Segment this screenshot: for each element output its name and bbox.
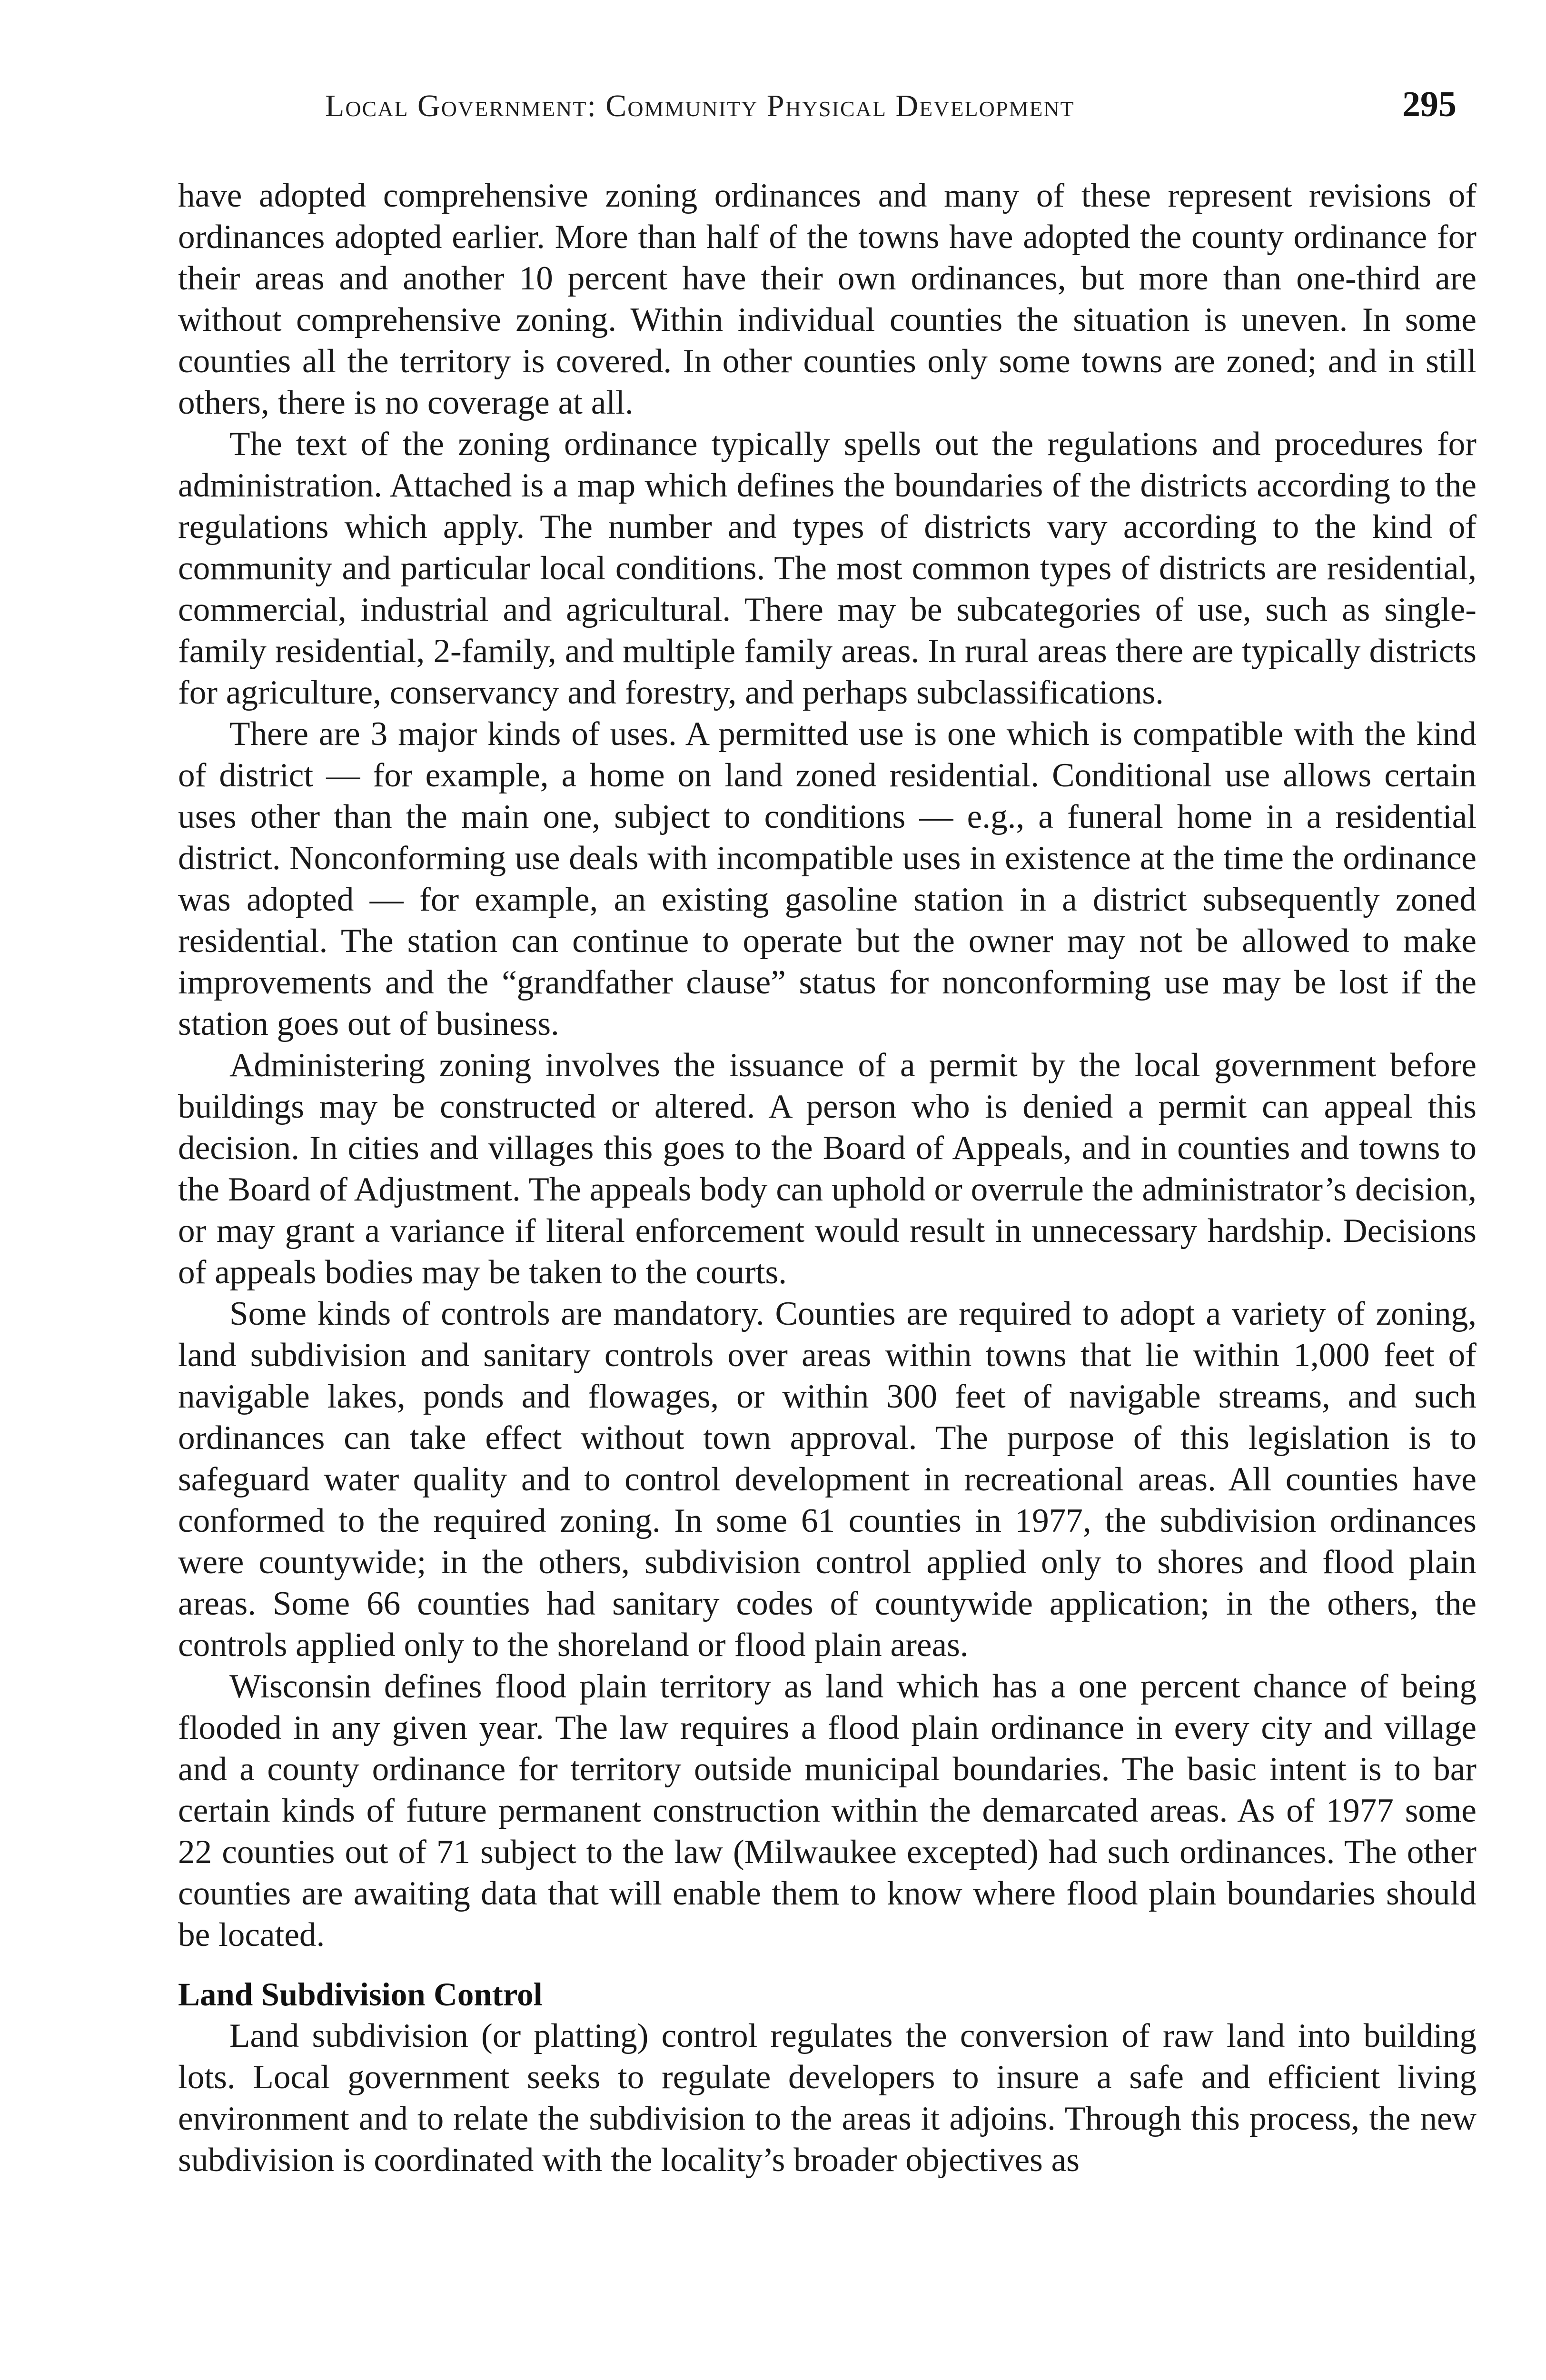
paragraph-continued: have adopted comprehensive zoning ordinances and many of these represent revisions of ordinances adopted earlier. More than half of the towns have adopted the county ordinance for their areas and another 10 percent have their own ordinances, but more than one-third are without comprehensive zoning. Within individual counties the situation is uneven. In some counties all the territory is covered. In other counties only some towns are zoned; and in still others, there is no coverage at all. bbox=[178, 177, 1477, 421]
paragraph-flood-plain: Wisconsin defines flood plain territory as land which has a one percent chance of being flooded in any given year. The law requires a flood plain ordinance in every city and village and a county ordinance for territory outside municipal boundaries. The basic intent is to bar certain kinds of future permanent construction within the demarcated areas. As of 1977 some 22 counties out of 71 subject to the law (Milwaukee excepted) had such ordinances. The other counties are awaiting data that will enable them to know where flood plain boundaries should be located. bbox=[178, 1668, 1477, 1954]
paragraph-mandatory-controls: Some kinds of controls are mandatory. Counties are required to adopt a variety of zoning, land subdivision and sanitary controls over areas within towns that lie within 1,000 feet of navigable lakes, ponds and flowages, or within 300 feet of navigable streams, and such ordinances can take effect without town approval. The purpose of this legislation is to safeguard water quality and to control development in recreational areas. All counties have conformed to the required zoning. In some 61 counties in 1977, the subdivision ordinances were countywide; in the others, subdivision control applied only to shores and flood plain areas. Some 66 counties had sanitary codes of countywide application; in the others, the controls applied only to the shoreland or flood plain areas. bbox=[178, 1295, 1477, 1664]
section-heading-land-subdivision: Land Subdivision Control bbox=[178, 1976, 543, 2013]
paragraph-zoning-ordinance-text: The text of the zoning ordinance typically spells out the regulations and procedures for administration. Attached is a map which defines the boundaries of the districts according to the regulations which apply. The number and types of districts vary according to the kind of community and particular local conditions. The most common types of districts are residential, commercial, industrial and agricultural. There may be subcategories of use, such as single-family residential, 2-family, and multiple family areas. In rural areas there are typically districts for agriculture, conservancy and forestry, and perhaps subclassifications. bbox=[178, 426, 1477, 711]
paragraph-kinds-of-uses: There are 3 major kinds of uses. A permitted use is one which is compatible with the kind of district — for example, a home on land zoned residential. Conditional use allows certain uses other than the main one, subject to conditions — e.g., a funeral home in a residential district. Nonconforming use deals with incompatible uses in existence at the time the ordinance was adopted — for example, an existing gasoline station in a district subsequently zoned residential. The station can continue to operate but the owner may not be allowed to make improvements and the “grandfather clause” status for nonconforming use may be lost if the station goes out of business. bbox=[178, 715, 1477, 1042]
page-number: 295 bbox=[1402, 84, 1457, 124]
running-head: Local Government: Community Physical Development bbox=[325, 89, 1075, 123]
paragraph-administering-zoning: Administering zoning involves the issuance of a permit by the local government before buildings may be constructed or altered. A person who is denied a permit can appeal this decision. In cities and villages this goes to the Board of Appeals, and in counties and towns to the Board of Adjustment. The appeals body can uphold or overrule the administrator’s decision, or may grant a variance if literal enforcement would result in unnecessary hardship. Decisions of appeals bodies may be taken to the courts. bbox=[178, 1047, 1477, 1291]
body-text bbox=[178, 175, 1477, 2181]
paragraph-land-subdivision: Land subdivision (or platting) control regulates the conversion of raw land into building lots. Local government seeks to regulate developers to insure a safe and efficient living environment and to relate the subdivision to the areas it adjoins. Through this process, the new subdivision is coordinated with the locality’s broader objectives as bbox=[178, 2017, 1477, 2179]
